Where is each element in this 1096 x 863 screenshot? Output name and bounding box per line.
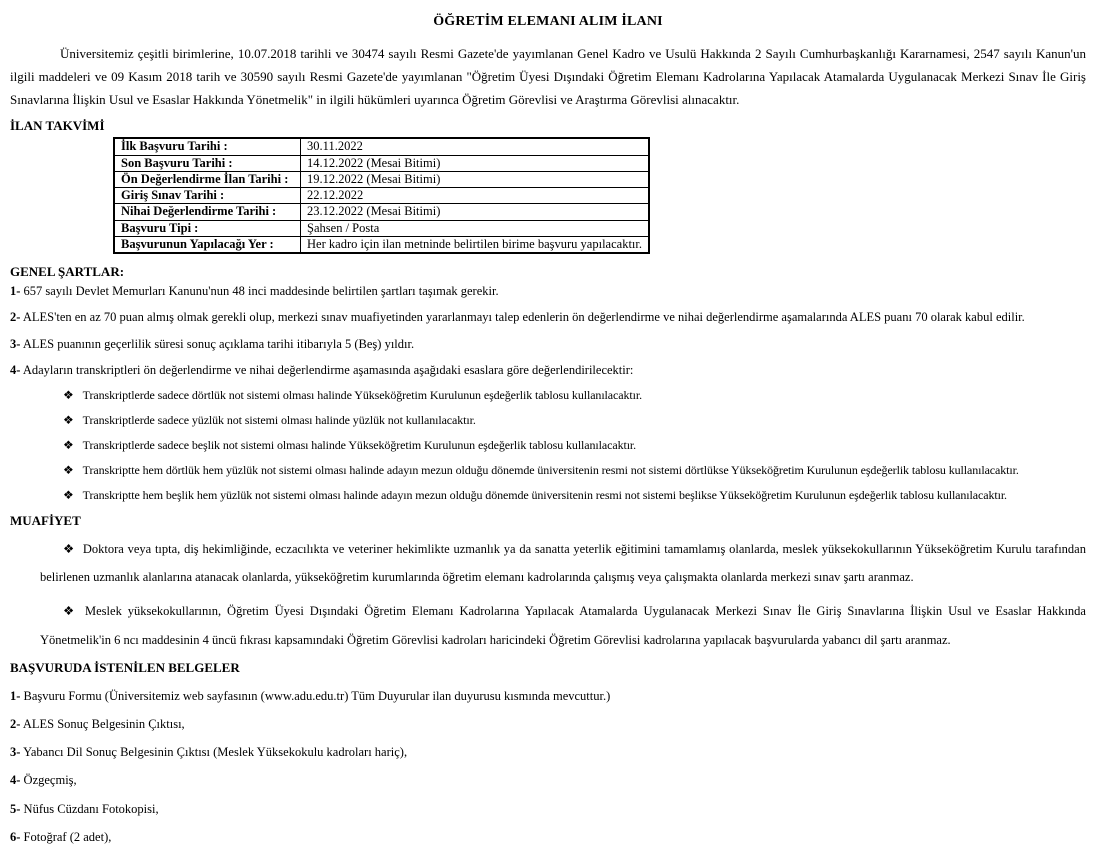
item-number: 3- (10, 745, 21, 760)
item-text: Nüfus Cüzdanı Fotokopisi, (23, 801, 159, 816)
calendar-label-cell: Ön Değerlendirme İlan Tarihi : (114, 171, 301, 187)
calendar-label-cell: Başvurunun Yapılacağı Yer : (114, 236, 301, 253)
bullet-text: Transkriptte hem beşlik hem yüzlük not sistemi olması halinde adayın mezun olduğu dönemde üniversitenin resmi not sistemi beşlikse Yükseköğretim Kurulunun eşdeğerlik tablosu kullanılacaktır. (82, 488, 1007, 503)
calendar-value-cell: 14.12.2022 (Mesai Bitimi) (301, 155, 649, 171)
list-item (10, 336, 1086, 352)
exemption-heading: MUAFİYET (10, 513, 81, 529)
list-item (10, 438, 1086, 453)
calendar-value-cell: 30.11.2022 (301, 138, 649, 155)
list-item (10, 829, 1086, 845)
list-item (10, 801, 1086, 817)
bullet-text: Transkriptlerde sadece dörtlük not sistemi olması halinde Yükseköğretim Kurulunun eşdeğerlik tablosu kullanılacaktır. (82, 388, 642, 403)
documents-heading: BAŞVURUDA İSTENİLEN BELGELER (10, 659, 240, 675)
diamond-bullet-icon: ❖ (63, 604, 78, 619)
bullet-text: Transkriptlerde sadece yüzlük not sistemi olması halinde yüzlük not kullanılacaktır. (82, 413, 476, 428)
page-title: ÖĞRETİM ELEMANI ALIM İLANI (433, 14, 663, 29)
table-row (114, 236, 649, 253)
list-item (10, 744, 1086, 760)
calendar-value-cell: Şahsen / Posta (301, 220, 649, 236)
item-number: 1- (10, 688, 21, 703)
item-number: 6- (10, 829, 21, 844)
calendar-value-cell: 22.12.2022 (301, 188, 649, 204)
calendar-label-cell: Son Başvuru Tarihi : (114, 155, 301, 171)
bullet-text: Transkriptlerde sadece beşlik not sistemi olması halinde Yükseköğretim Kurulunun eşdeğerlik tablosu kullanılacaktır. (82, 438, 637, 453)
table-row (114, 220, 649, 236)
item-number: 4- (10, 773, 21, 788)
general-terms-heading: GENEL ŞARTLAR: (10, 264, 125, 280)
diamond-bullet-icon: ❖ (63, 488, 74, 503)
item-number: 1- (10, 284, 21, 299)
item-text: Başvuru Formu (Üniversitemiz web sayfasının (www.adu.edu.tr) Tüm Duyurular ilan duyurusu kısmında mevcuttur.) (23, 688, 611, 703)
item-text: ALES puanının geçerlilik süresi sonuç açıklama tarihi itibarıyla 5 (Beş) yıldır. (22, 336, 415, 351)
list-item (10, 309, 1086, 325)
list-item (10, 413, 1086, 428)
table-row (114, 138, 649, 155)
diamond-bullet-icon: ❖ (63, 463, 74, 478)
item-text: ALES Sonuç Belgesinin Çıktısı, (22, 716, 185, 731)
calendar-value-cell: 23.12.2022 (Mesai Bitimi) (301, 204, 649, 220)
diamond-bullet-icon: ❖ (63, 438, 74, 453)
item-number: 3- (10, 336, 21, 351)
item-number: 4- (10, 362, 21, 377)
item-text: Adayların transkriptleri ön değerlendirme ve nihai değerlendirme aşamasında aşağıdaki esaslara göre değerlendirilecektir: (22, 362, 634, 377)
calendar-label-cell: İlk Başvuru Tarihi : (114, 138, 301, 155)
calendar-value-cell: Her kadro için ilan metninde belirtilen birime başvuru yapılacaktır. (301, 236, 649, 253)
item-text: Özgeçmiş, (23, 773, 77, 788)
calendar-value-cell: 19.12.2022 (Mesai Bitimi) (301, 171, 649, 187)
calendar-table-body (114, 138, 649, 253)
list-item (10, 535, 1086, 591)
diamond-bullet-icon: ❖ (63, 388, 74, 403)
bullet-text: Transkriptte hem dörtlük hem yüzlük not sistemi olması halinde adayın mezun olduğu dönemde üniversitenin resmi not sistemi dörtlükse Yükseköğretim Kurulunun eşdeğerlik tablosu kullanılacaktır. (82, 463, 1019, 478)
calendar-label-cell: Giriş Sınav Tarihi : (114, 188, 301, 204)
list-item (10, 597, 1086, 653)
calendar-table (113, 137, 650, 254)
list-item (10, 388, 1086, 403)
diamond-bullet-icon: ❖ (63, 542, 75, 557)
calendar-label-cell: Nihai Değerlendirme Tarihi : (114, 204, 301, 220)
item-text: 657 sayılı Devlet Memurları Kanunu'nun 48 inci maddesinde belirtilen şartları taşımak gerekir. (23, 284, 499, 299)
item-text: ALES'ten en az 70 puan almış olmak gerekli olup, merkezi sınav muafiyetinden yararlanmayı talep edenlerin ön değerlendirme ve nihai değerlendirme aşamalarında ALES puanı 70 olarak kabul edilir. (22, 310, 1025, 325)
intro-paragraph: Üniversitemiz çeşitli birimlerine, 10.07.2018 tarihli ve 30474 sayılı Resmi Gazete'de yayımlanan Genel Kadro ve Usulü Hakkında 2 Sayılı Cumhurbaşkanlığı Kararnamesi, 2547 sayılı Kanun'un ilgili maddeleri ve 09 Kasım 2018 tarih ve 30590 sayılı Resmi Gazete'de yayımlanan "Öğretim Üyesi Dışındaki Öğretim Elemanı Kadrolarına Yapılacak Atamalarda Uygulanacak Merkezi Sınav İle Giriş Sınavlarına İlişkin Usul ve Esaslar Hakkında Yönetmelik" in ilgili hükümleri uyarınca Öğretim Görevlisi ve Araştırma Görevlisi alınacaktır. (10, 46, 1086, 108)
item-number: 2- (10, 716, 21, 731)
item-text: Fotoğraf (2 adet), (23, 829, 112, 844)
list-item (10, 488, 1086, 503)
item-text: Yabancı Dil Sonuç Belgesinin Çıktısı (Meslek Yüksekokulu kadroları hariç), (23, 745, 408, 760)
table-row (114, 155, 649, 171)
item-number: 5- (10, 801, 21, 816)
calendar-heading: İLAN TAKVİMİ (10, 118, 105, 134)
table-row (114, 188, 649, 204)
documents-list (10, 688, 1086, 846)
list-item (10, 772, 1086, 788)
bullet-text: Doktora veya tıpta, diş hekimliğinde, eczacılıkta ve veteriner hekimlikte uzmanlık ya da sanatta yeterlik eğitimini tamamlamış olanlarda, meslek yüksekokullarının Yükseköğretim Kurulu tarafından belirlenen uzmanlık alanlarına atanacak olanlarda, yükseköğretim kurumlarında öğretim elemanı kadrolarında çalışmış veya çalışmakta olanlarda merkezi sınav şartı aranmaz. (40, 542, 1086, 585)
list-item (10, 283, 1086, 299)
bullet-text: Meslek yüksekokullarının, Öğretim Üyesi Dışındaki Öğretim Elemanı Kadrolarına Yapılacak Atamalarda Uygulanacak Merkezi Sınav İle Giriş Sınavlarına İlişkin Usul ve Esaslar Hakkında Yönetmelik'in 6 ncı maddesinin 4 üncü fıkrası kapsamındaki Öğretim Görevlisi kadroları haricindeki Öğretim Görevlisi kadrolarına yapılacak başvurularda yabancı dil şartı aranmaz. (40, 604, 1086, 647)
item-number: 2- (10, 310, 21, 325)
list-item (10, 463, 1086, 478)
list-item (10, 362, 1086, 378)
list-item (10, 688, 1086, 704)
list-item (10, 716, 1086, 732)
diamond-bullet-icon: ❖ (63, 413, 74, 428)
table-row (114, 171, 649, 187)
table-row (114, 204, 649, 220)
calendar-label-cell: Başvuru Tipi : (114, 220, 301, 236)
